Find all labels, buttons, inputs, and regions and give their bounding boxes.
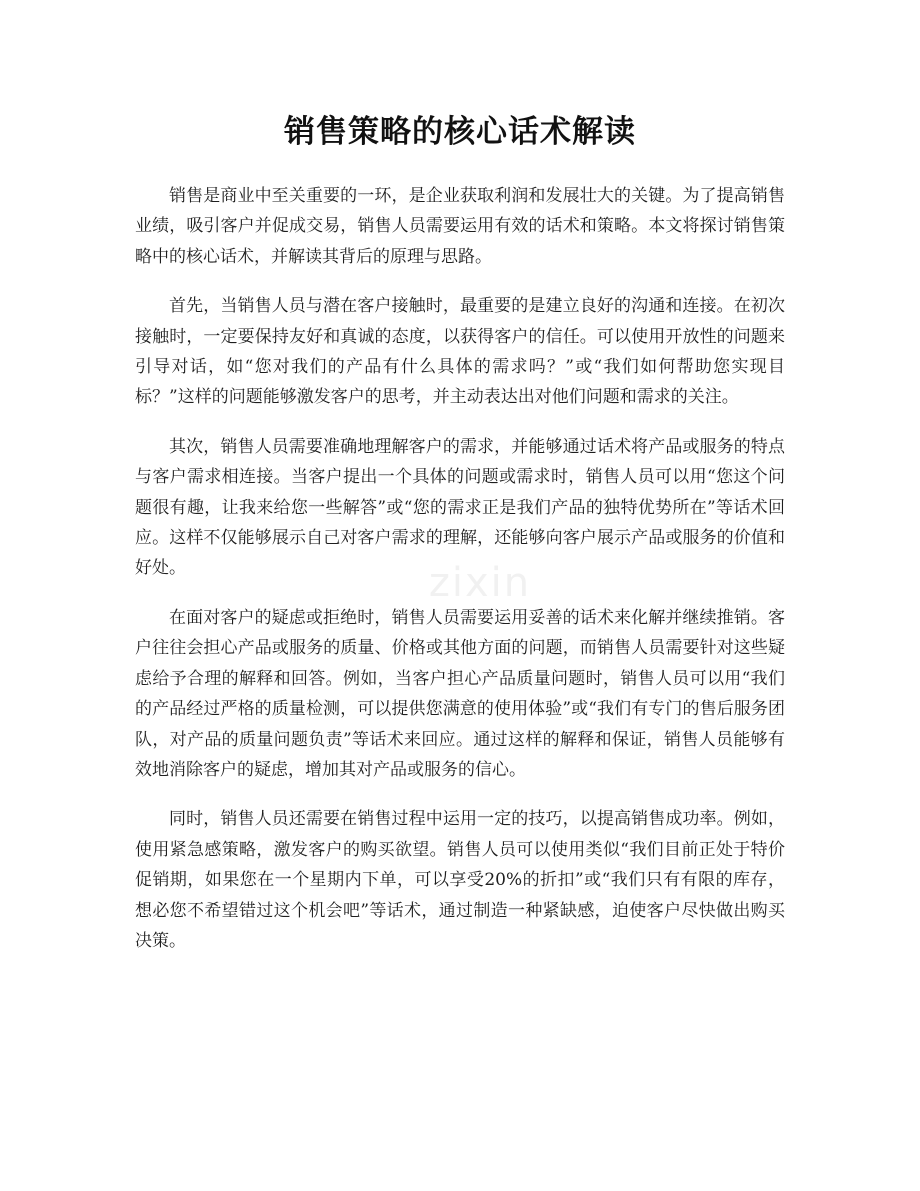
watermark: zixin	[428, 560, 532, 606]
paragraph: 销售是商业中至关重要的一环，是企业获取利润和发展壮大的关键。为了提高销售业绩，吸引客户并促成交易，销售人员需要运用有效的话术和策略。本文将探讨销售策略中的核心话术，并解读其背后的原理与思路。	[135, 186, 785, 267]
paragraph: 在面对客户的疑虑或拒绝时，销售人员需要运用妥善的话术来化解并继续推销。客户往往会担心产品或服务的质量、价格或其他方面的问题，而销售人员需要针对这些疑虑给予合理的解释和回答。例如，当客户担心产品质量问题时，销售人员可以用“我们的产品经过严格的质量检测，可以提供您满意的使用体验”或“我们有专门的售后服务团队，对产品的质量问题负责”等话术来回应。通过这样的解释和保证，销售人员能够有效地消除客户的疑虑，增加其对产品或服务的信心。	[135, 607, 785, 780]
paragraph: 其次，销售人员需要准确地理解客户的需求，并能够通过话术将产品或服务的特点与客户需求相连接。当客户提出一个具体的问题或需求时，销售人员可以用“您这个问题很有趣，让我来给您一些解答”或“您的需求正是我们产品的独特优势所在”等话术回应。这样不仅能够展示自己对客户需求的理解，还能够向客户展示产品或服务的价值和好处。	[135, 436, 785, 579]
paragraph: 首先，当销售人员与潜在客户接触时，最重要的是建立良好的沟通和连接。在初次接触时，一定要保持友好和真诚的态度，以获得客户的信任。可以使用开放性的问题来引导对话，如“您对我们的产品有什么具体的需求吗？”或“我们如何帮助您实现目标？”这样的问题能够激发客户的思考，并主动表达出对他们问题和需求的关注。	[135, 296, 785, 408]
paragraph: 同时，销售人员还需要在销售过程中运用一定的技巧，以提高销售成功率。例如，使用紧急感策略，激发客户的购买欲望。销售人员可以使用类似“我们目前正处于特价促销期，如果您在一个星期内下单，可以享受20%的折扣”或“我们只有有限的库存，想必您不希望错过这个机会吧”等话术，通过制造一种紧缺感，迫使客户尽快做出购买决策。	[135, 809, 785, 951]
document-body	[135, 181, 785, 975]
document-title: 销售策略的核心话术解读	[284, 114, 636, 150]
